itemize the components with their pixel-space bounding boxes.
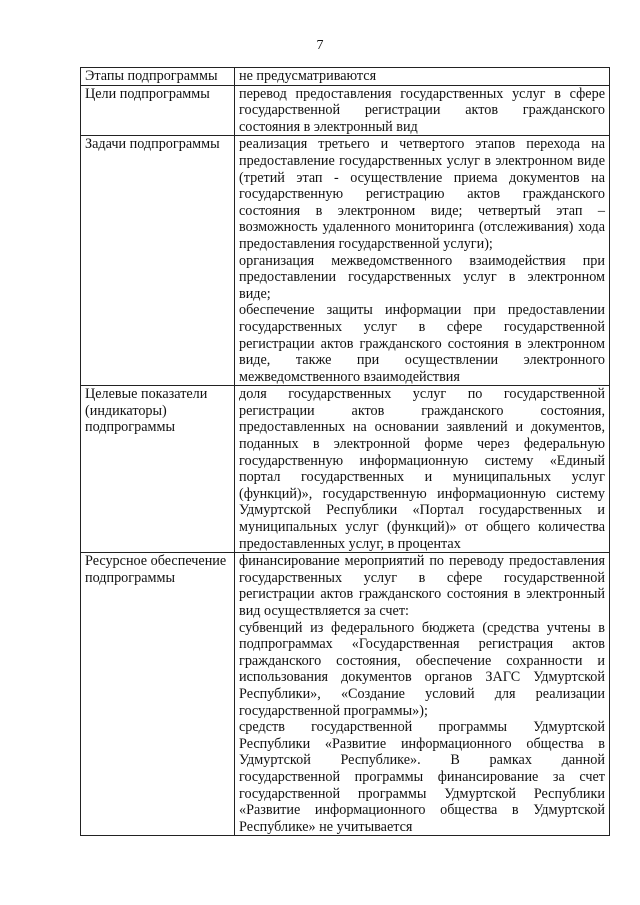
row-value-resources	[235, 553, 610, 836]
row-value-stages	[235, 68, 610, 86]
row-label-indicators: Целевые показатели (индикаторы) подпрограммы	[81, 386, 235, 553]
value-paragraph: финансирование мероприятий по переводу предоставления государственных услуг в сфере государственной регистрации актов гражданского состояния в электронный вид осуществляется за счет:	[239, 553, 605, 619]
row-value-goals	[235, 85, 610, 136]
row-label-resources: Ресурсное обеспечение подпрограммы	[81, 553, 235, 836]
row-label-goals: Цели подпрограммы	[81, 85, 235, 136]
table-row	[81, 85, 610, 136]
row-value-indicators	[235, 386, 610, 553]
value-paragraph: перевод предоставления государственных услуг в сфере государственной регистрации актов гражданского состояния в электронный вид	[239, 85, 605, 135]
value-paragraph: средств государственной программы Удмуртской Республики «Развитие информационного общества в Удмуртской Республике». В рамках данной государственной программы финансирование за счет государственной программы Удмуртской Республики «Развитие информационного общества в Удмуртской Республике» не учитывается	[239, 719, 605, 835]
row-label-tasks: Задачи подпрограммы	[81, 136, 235, 386]
table-row	[81, 68, 610, 86]
value-paragraph: реализация третьего и четвертого этапов перехода на предоставление государственных услуг в электронном виде (третий этап - осуществление приема документов на государственную регистрацию актов гражданского состояния в электронном виде; четвертый этап – возможность удаленного мониторинга (отслеживания) хода предоставления государственной услуги);	[239, 136, 605, 252]
value-paragraph: не предусматриваются	[239, 68, 377, 84]
table-row	[81, 136, 610, 386]
value-paragraph: обеспечение защиты информации при предоставлении государственных услуг в сфере государственной регистрации актов гражданского состояния в электронном виде, также при осуществлении электронного межведомственного взаимодействия	[239, 302, 605, 385]
value-paragraph: субвенций из федерального бюджета (средства учтены в подпрограммах «Государственная регистрация актов гражданского состояния, обеспечение сохранности и использования документов органов ЗАГС Удмуртской Республики», «Создание условий для реализации государственной программы»);	[239, 619, 605, 719]
subprogram-passport-table	[80, 67, 610, 836]
value-paragraph: доля государственных услуг по государственной регистрации актов гражданского состояния, предоставленных на основании заявлений и документов, поданных в электронной форме через федеральную государственную информационную систему «Единый портал государственных и муниципальных услуг (функций)», государственную информационную систему Удмуртской Республики «Портал государственных и муниципальных услуг (функций)» от общего количества предоставленных услуг, в процентах	[239, 386, 605, 552]
value-paragraph: организация межведомственного взаимодействия при предоставлении государственных услуг в электронном виде;	[239, 252, 605, 302]
row-label-stages: Этапы подпрограммы	[81, 68, 235, 86]
table-row	[81, 386, 610, 553]
row-value-tasks	[235, 136, 610, 386]
table-row	[81, 553, 610, 836]
page-number: 7	[316, 38, 324, 53]
